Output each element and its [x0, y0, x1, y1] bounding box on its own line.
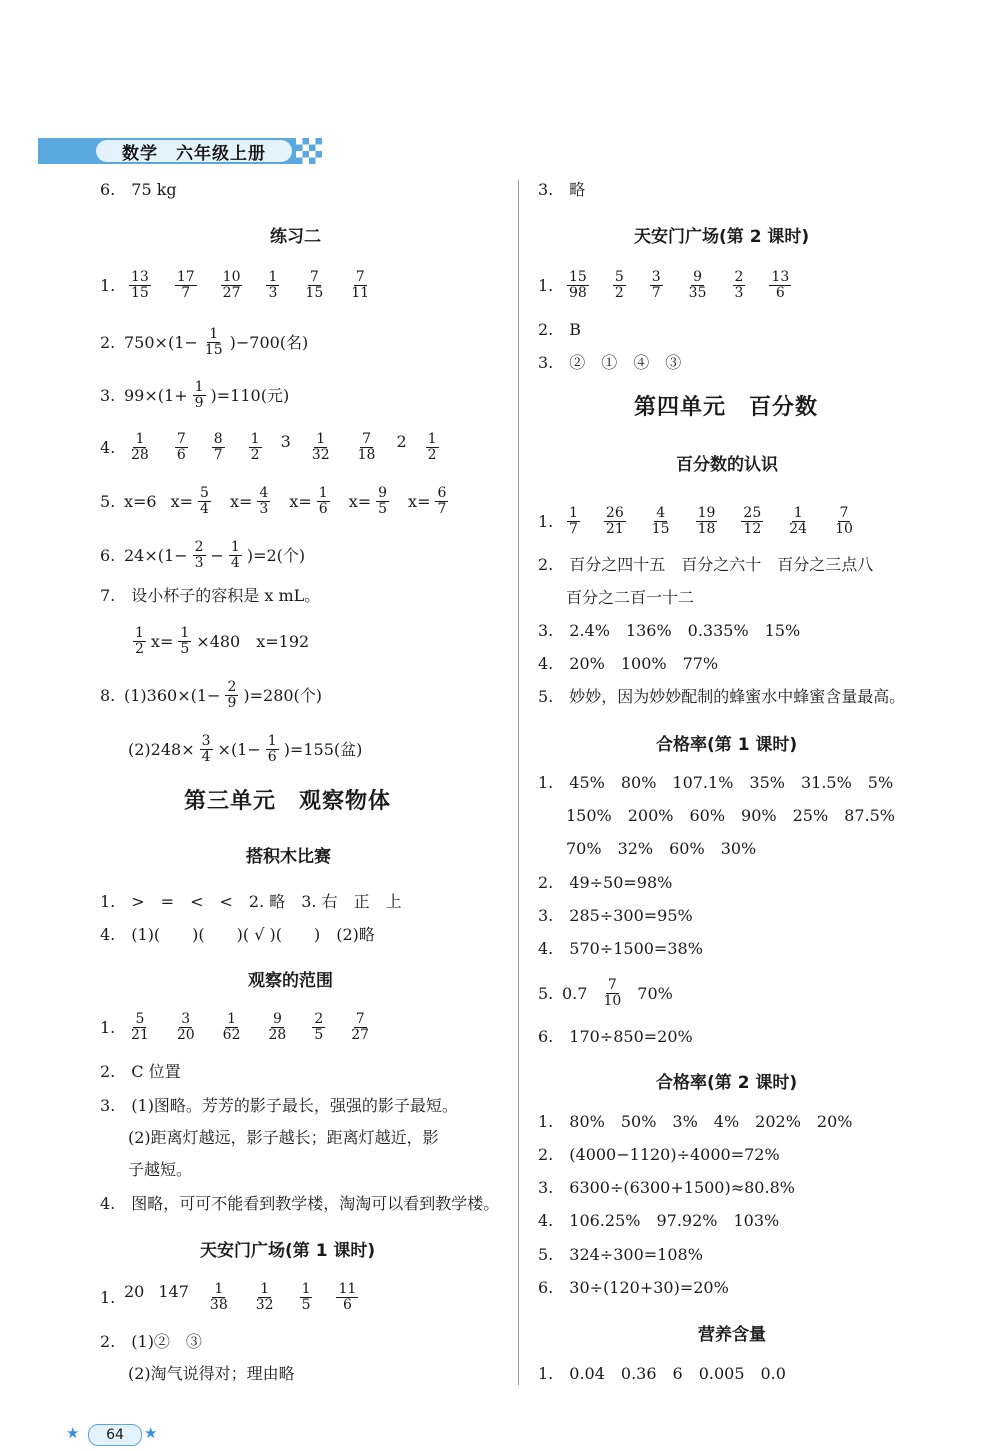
- fraction: $\frac{13}{6}$: [771, 269, 790, 301]
- expr-text: x=: [289, 491, 312, 511]
- fraction: $\frac{1}{2}$: [427, 431, 437, 463]
- fraction: $\frac{25}{12}$: [743, 505, 762, 537]
- section-heading: 营养含量: [698, 1325, 766, 1345]
- equation-item: [171, 486, 216, 517]
- answer-line: [100, 486, 453, 517]
- answer-line: [100, 1012, 376, 1043]
- answer-line: 150% 200% 60% 90% 25% 87.5%: [566, 806, 896, 825]
- section-heading: 练习二: [270, 227, 321, 247]
- item-number: 1.: [100, 1287, 116, 1307]
- fraction: $\frac{1}{2}$: [250, 431, 260, 463]
- fraction-list: [124, 1282, 363, 1313]
- equation-item: [289, 486, 334, 517]
- answer-line: 70% 32% 60% 30%: [566, 839, 757, 858]
- answer-line: [128, 734, 362, 765]
- fraction: $\frac{1}{3}$: [268, 269, 278, 301]
- expr-text: x=: [348, 491, 372, 511]
- fraction: $\frac{26}{21}$: [605, 505, 624, 537]
- unit-title: 第四单元 百分数: [634, 395, 819, 420]
- answer-line: 百分之二百一十二: [566, 588, 695, 607]
- fraction: $\frac{2}{5}$: [314, 1011, 324, 1043]
- answer-line: 2. 百分之四十五 百分之六十 百分之三点八: [538, 555, 874, 574]
- item-number: 1.: [538, 275, 554, 295]
- expr-text: ×(1−: [217, 739, 261, 759]
- fraction: $\frac{7}{10}$: [603, 977, 622, 1009]
- fraction: $\frac{2}{3}$: [194, 539, 204, 571]
- fraction: $\frac{2}{3}$: [734, 269, 744, 301]
- fraction: $\frac{7}{11}$: [351, 269, 370, 301]
- answer-line: [128, 626, 309, 657]
- fraction: $\frac{7}{27}$: [351, 1011, 370, 1043]
- expr-text: x=: [229, 491, 253, 511]
- section-heading: 天安门广场(第 2 课时): [634, 227, 810, 247]
- fraction: $\frac{1}{28}$: [131, 431, 149, 463]
- column-divider: [518, 180, 519, 1385]
- header-title: 数学 六年级上册: [96, 140, 292, 162]
- fraction: $\frac{1}{5}$: [301, 1281, 311, 1313]
- answer-line: 2. B: [538, 320, 582, 339]
- answer-line: 4. 570÷1500=38%: [538, 939, 703, 958]
- fraction: $\frac{13}{15}$: [131, 269, 149, 301]
- answer-line: 3. 6300÷(6300+1500)≈80.8%: [538, 1178, 795, 1197]
- expr-text: 147: [158, 1282, 189, 1301]
- answer-line: 3. 略: [538, 180, 586, 199]
- fraction: $\frac{1}{9}$: [194, 379, 204, 411]
- answer-line: (2)淘气说得对；理由略: [128, 1364, 295, 1383]
- expr-text: 70%: [637, 983, 673, 1003]
- answer-line: 4. 106.25% 97.92% 103%: [538, 1211, 780, 1230]
- fraction: $\frac{15}{98}$: [569, 269, 587, 301]
- fraction: $\frac{1}{15}$: [204, 326, 223, 358]
- fraction: $\frac{9}{35}$: [688, 269, 707, 301]
- fraction: $\frac{9}{28}$: [268, 1011, 287, 1043]
- expr-text: )=2(个): [246, 545, 306, 565]
- item-number: 4.: [100, 437, 116, 457]
- fraction: $\frac{1}{32}$: [255, 1281, 274, 1313]
- fraction: $\frac{3}{20}$: [176, 1011, 195, 1043]
- item-number: 2.: [100, 332, 116, 352]
- equation-item: [230, 486, 275, 517]
- page-number: 64: [88, 1424, 142, 1446]
- fraction: $\frac{5}{4}$: [200, 485, 209, 517]
- fraction: $\frac{10}{27}$: [222, 269, 241, 301]
- answer-line: [538, 270, 796, 301]
- fraction: $\frac{1}{62}$: [222, 1011, 241, 1043]
- fraction: $\frac{4}{3}$: [259, 485, 269, 517]
- answer-line: 6. 30÷(120+30)=20%: [538, 1278, 729, 1297]
- fraction: $\frac{8}{7}$: [213, 431, 223, 463]
- answer-line: 4. 20% 100% 77%: [538, 654, 719, 673]
- answer-line: [100, 540, 305, 571]
- answer-line: 子越短。: [128, 1160, 193, 1179]
- fraction-list: [124, 1012, 376, 1043]
- star-icon: ★: [66, 1424, 80, 1442]
- expr-text: 3: [280, 432, 291, 451]
- fraction: $\frac{1}{4}$: [230, 539, 240, 571]
- answer-line: [538, 978, 673, 1009]
- answer-line: 4. (1)( )( )( √ )( ) (2)略: [100, 925, 375, 944]
- fraction: $\frac{5}{2}$: [614, 269, 624, 301]
- answer-line: 5. 324÷300=108%: [538, 1245, 703, 1264]
- fraction: $\frac{1}{6}$: [267, 733, 277, 765]
- unit-title: 第三单元 观察物体: [184, 789, 392, 814]
- equation-item: [408, 486, 453, 517]
- expr-text: −: [210, 545, 224, 565]
- answer-line: [100, 380, 289, 411]
- answer-line: 1. > = < < 2. 略 3. 右 正 上: [100, 892, 402, 911]
- expr-text: ×480 x=192: [196, 631, 310, 651]
- answer-line: 1. 0.04 0.36 6 0.005 0.0: [538, 1364, 786, 1383]
- fraction: $\frac{1}{7}$: [569, 505, 578, 537]
- answer-line: 5. 妙妙，因为妙妙配制的蜂蜜水中蜂蜜含量最高。: [538, 687, 906, 706]
- section-heading: 合格率(第 1 课时): [656, 735, 798, 755]
- fraction: $\frac{1}{2}$: [135, 625, 144, 657]
- fraction: $\frac{6}{7}$: [437, 485, 447, 517]
- answer-line: [100, 1282, 363, 1313]
- fraction: $\frac{7}{10}$: [835, 505, 853, 537]
- expr-text: )=155(盆): [283, 739, 363, 759]
- expr-text: )=280(个): [243, 685, 323, 705]
- answer-line: 2. (4000−1120)÷4000=72%: [538, 1145, 780, 1164]
- fraction: $\frac{17}{7}$: [176, 269, 195, 301]
- answer-line: 3. ② ① ④ ③: [538, 353, 682, 372]
- fraction: $\frac{1}{32}$: [311, 431, 330, 463]
- item-number: 5.: [538, 983, 554, 1003]
- equation-item: [349, 486, 394, 517]
- fraction: $\frac{3}{4}$: [201, 733, 211, 765]
- fraction: $\frac{7}{18}$: [357, 431, 376, 463]
- fraction: $\frac{3}{7}$: [651, 269, 661, 301]
- expr-text: x=: [408, 491, 431, 511]
- answer-line: 1. 80% 50% 3% 4% 202% 20%: [538, 1112, 853, 1131]
- item-number: 5.: [100, 491, 116, 511]
- answer-line: 7. 设小杯子的容积是 x mL。: [100, 586, 321, 605]
- header-checker-decoration: [296, 138, 322, 164]
- fraction: $\frac{9}{5}$: [378, 485, 388, 517]
- fraction: $\frac{7}{6}$: [176, 431, 186, 463]
- star-icon: ★: [144, 1424, 158, 1442]
- section-heading: 搭积木比赛: [246, 847, 331, 867]
- section-heading: 百分数的认识: [676, 455, 778, 475]
- fraction: $\frac{1}{6}$: [318, 485, 328, 517]
- answer-line: 1. 45% 80% 107.1% 35% 31.5% 5%: [538, 773, 894, 792]
- item-number: 1.: [100, 1017, 116, 1037]
- answer-line: [538, 506, 860, 537]
- fraction: $\frac{11}{6}$: [338, 1281, 357, 1313]
- section-heading: 观察的范围: [248, 971, 333, 991]
- fraction: $\frac{1}{5}$: [180, 625, 190, 657]
- item-number: 1.: [100, 275, 116, 295]
- expr-text: 2: [396, 432, 407, 451]
- answer-line: 3. 2.4% 136% 0.335% 15%: [538, 621, 801, 640]
- fraction-list: [171, 486, 454, 517]
- expr-text: 0.7: [562, 983, 588, 1003]
- answer-line: [100, 680, 322, 711]
- answer-line: 6. 170÷850=20%: [538, 1027, 693, 1046]
- fraction: $\frac{7}{15}$: [305, 269, 324, 301]
- fraction: $\frac{1}{38}$: [209, 1281, 228, 1313]
- answer-line: (2)距离灯越远，影子越长；距离灯越近，影: [128, 1128, 439, 1147]
- answer-line: 2. (1)② ③: [100, 1332, 202, 1351]
- answer-line: [100, 327, 308, 358]
- answer-line: 2. 49÷50=98%: [538, 873, 673, 892]
- item-number: 6.: [100, 545, 116, 565]
- section-heading: 合格率(第 2 课时): [656, 1073, 798, 1093]
- expr-text: 99×(1+: [124, 385, 188, 405]
- answer-line: 2. C 位置: [100, 1062, 181, 1081]
- fraction-list: [562, 270, 796, 301]
- item-number: 1.: [538, 511, 554, 531]
- fraction: $\frac{1}{24}$: [789, 505, 808, 537]
- fraction: $\frac{5}{21}$: [131, 1011, 149, 1043]
- expr-text: (1)360×(1−: [124, 685, 221, 705]
- answer-line: 4. 图略，可可不能看到教学楼，淘淘可以看到教学楼。: [100, 1194, 500, 1213]
- expr-text: x=6: [124, 491, 157, 511]
- answer-line: [100, 270, 376, 301]
- expr-text: x=: [170, 491, 194, 511]
- fraction-list: [124, 270, 376, 301]
- answer-line: 3. (1)图略。芳芳的影子最长，强强的影子最短。: [100, 1096, 458, 1115]
- expr-text: )=110(元): [210, 385, 290, 405]
- section-heading: 天安门广场(第 1 课时): [200, 1241, 376, 1261]
- expr-text: x=: [150, 631, 174, 651]
- fraction: $\frac{19}{18}$: [697, 505, 716, 537]
- expr-text: 24×(1−: [124, 545, 188, 565]
- fraction-list: [124, 432, 444, 463]
- expr-text: (2)248×: [128, 739, 195, 759]
- expr-text: )−700(名): [229, 332, 309, 352]
- fraction-list: [562, 506, 860, 537]
- answer-line: 6. 75 kg: [100, 180, 177, 199]
- expr-text: 750×(1−: [124, 332, 198, 352]
- expr-text: 20: [124, 1282, 145, 1301]
- fraction: $\frac{2}{9}$: [227, 679, 237, 711]
- answer-line: 3. 285÷300=95%: [538, 906, 693, 925]
- item-number: 3.: [100, 385, 116, 405]
- answer-line: [100, 432, 444, 463]
- fraction: $\frac{4}{15}$: [651, 505, 670, 537]
- item-number: 8.: [100, 685, 116, 705]
